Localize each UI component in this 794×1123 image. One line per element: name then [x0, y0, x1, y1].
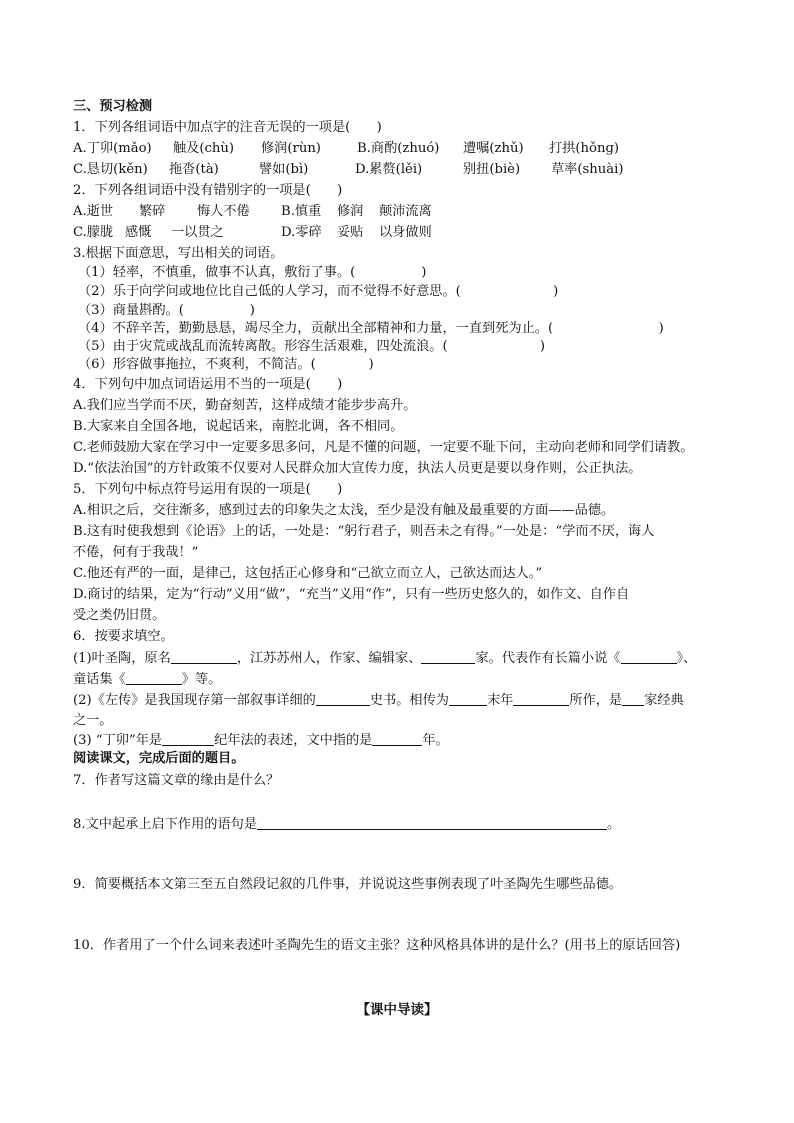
q3-item: （1）轻率，不慎重，做事不认真，敷衍了事。( ) [78, 265, 427, 280]
q3-item: （5）由于灾荒或战乱而流转离散。形容生活艰难，四处流浪。( ) [78, 339, 546, 354]
q2-option: C.朦胧 [73, 225, 114, 240]
fill-blank[interactable] [316, 691, 370, 706]
fill-blank[interactable] [622, 691, 644, 706]
q1-option: 修润(rùn) [261, 141, 321, 156]
section-title: 三、预习检测 [73, 99, 153, 114]
q1-stem: 1．下列各组词语中加点字的注音无误的一项是( ) [73, 120, 382, 135]
fill-blank[interactable] [513, 691, 569, 706]
q5-option: D.商讨的结果，定为“行动”义用“做”，“充当”义用“作”，只有一些历史悠久的，如作文、自作自 [73, 587, 630, 602]
q3-item: （2）乐于向学问或地位比自己低的人学习，而不觉得不好意思。( ) [78, 284, 559, 299]
q2-option: 感慨 [125, 225, 152, 240]
q2-option: 修润 [337, 204, 364, 219]
q6-line: 童话集《 》等。 [73, 672, 222, 687]
q6-line: (2)《左传》是我国现存第一部叙事详细的 史书。相传为 末年 所作，是 家经典 [73, 693, 684, 708]
q3-item: （4）不辞辛苦，勤勤恳恳，竭尽全力，贡献出全部精神和力量，一直到死为止。( ) [78, 321, 664, 336]
q5-option: C.他还有严的一面，是律己，这包括正心修身和“己欲立而立人，己欲达而达人。” [73, 566, 543, 581]
q2-stem: 2．下列各组词语中没有错别字的一项是( ) [73, 183, 343, 198]
q5-stem: 5．下列句中标点符号运用有误的一项是( ) [73, 482, 343, 497]
fill-blank[interactable] [621, 649, 677, 664]
q1-option: 草率(shuài) [551, 162, 624, 177]
q6-line: (3) “丁卯”年是 纪年法的表述，文中指的是 年。 [73, 733, 449, 748]
q1-option: 触及(chù) [173, 141, 235, 156]
q7: 7．作者写这篇文章的缘由是什么？ [73, 773, 280, 788]
fill-blank[interactable] [421, 649, 475, 664]
q4-option: B.大家来自全国各地，说起话来，南腔北调，各不相同。 [73, 419, 404, 434]
q8: 8.文中起承上启下作用的语句是 。 [73, 817, 621, 832]
q2-option: B.慎重 [281, 204, 322, 219]
q6-line: (1)叶圣陶，原名 ，江苏苏州人，作家、编辑家、 家。代表作有长篇小说《 》、 [73, 651, 697, 666]
q1-option: 譬如(bì) [259, 162, 309, 177]
q1-option: B.商酌(zhuó) [357, 141, 440, 156]
q2-option: 以身做则 [379, 225, 432, 240]
fill-blank[interactable] [171, 649, 237, 664]
q1-option: 打拱(hǒng) [549, 141, 620, 156]
q1-option: 遭嘱(zhǔ) [463, 141, 524, 156]
q2-option: A.逝世 [73, 204, 114, 219]
reading-intro: 阅读课文，完成后面的题目。 [73, 751, 245, 766]
q5-option: B.这有时使我想到《论语》上的话，一处是：“躬行君子，则吾未之有得。”一处是：“学而不厌，诲人 [73, 524, 655, 539]
q1-option: D.累赘(lěi) [355, 162, 423, 177]
q2-option: 悔人不倦 [197, 204, 250, 219]
q6-stem: 6．按要求填空。 [73, 629, 174, 644]
q1-option: 别扭(biè) [463, 162, 521, 177]
q2-option: 繁碎 [139, 204, 166, 219]
q3-item: （6）形容做事拖拉，不爽利，不简洁。( ) [78, 357, 374, 372]
fill-blank[interactable] [162, 731, 214, 746]
q4-option: A.我们应当学而不厌，勤奋刻苦，这样成绩才能步步高升。 [73, 398, 417, 413]
q3-stem: 3.根据下面意思，写出相关的词语。 [73, 246, 284, 261]
q2-option: 一以贯之 [171, 225, 224, 240]
q4-option: C.老师鼓励大家在学习中一定要多思多问，凡是不懂的问题，一定要不耻下问，主动向老师和同学们请教。 [73, 440, 694, 455]
q5-option-cont: 受之类仍旧贯。 [73, 608, 166, 623]
q5-option-cont: 不倦，何有于我哉！” [73, 545, 199, 560]
q6-line: 之一。 [73, 713, 113, 728]
q1-option: 拖沓(tà) [169, 162, 219, 177]
q2-option: D.零碎 [281, 225, 322, 240]
q4-stem: 4．下列句中加点词语运用不当的一项是( ) [73, 377, 343, 392]
q4-option: D.“依法治国”的方针政策不仅要对人民群众加大宣传力度，执法人员更是要以身作则，公正执法。 [73, 461, 642, 476]
footer-heading: 【课中导读】 [356, 1002, 438, 1018]
q2-option: 颠沛流离 [379, 204, 432, 219]
fill-blank[interactable] [372, 731, 422, 746]
answer-line[interactable] [257, 815, 607, 830]
q2-option: 妥贴 [337, 225, 364, 240]
fill-blank[interactable] [126, 670, 182, 685]
q9: 9．简要概括本文第三至五自然段记叙的几件事，并说说这些事例表现了叶圣陶先生哪些品德。 [73, 877, 623, 892]
q5-option: A.相识之后，交往渐多，感到过去的印象失之太浅，至少是没有触及最重要的方面——品德。 [73, 503, 615, 518]
q3-item: （3）商量斟酌。( ) [78, 303, 255, 318]
fill-blank[interactable] [449, 691, 487, 706]
q1-option: C.恳切(kěn) [73, 162, 148, 177]
q10: 10．作者用了一个什么词来表述叶圣陶先生的语文主张？这种风格具体讲的是什么？(用书上的原话回答) [73, 938, 681, 953]
q1-option: A.丁卯(mǎo) [73, 141, 152, 156]
